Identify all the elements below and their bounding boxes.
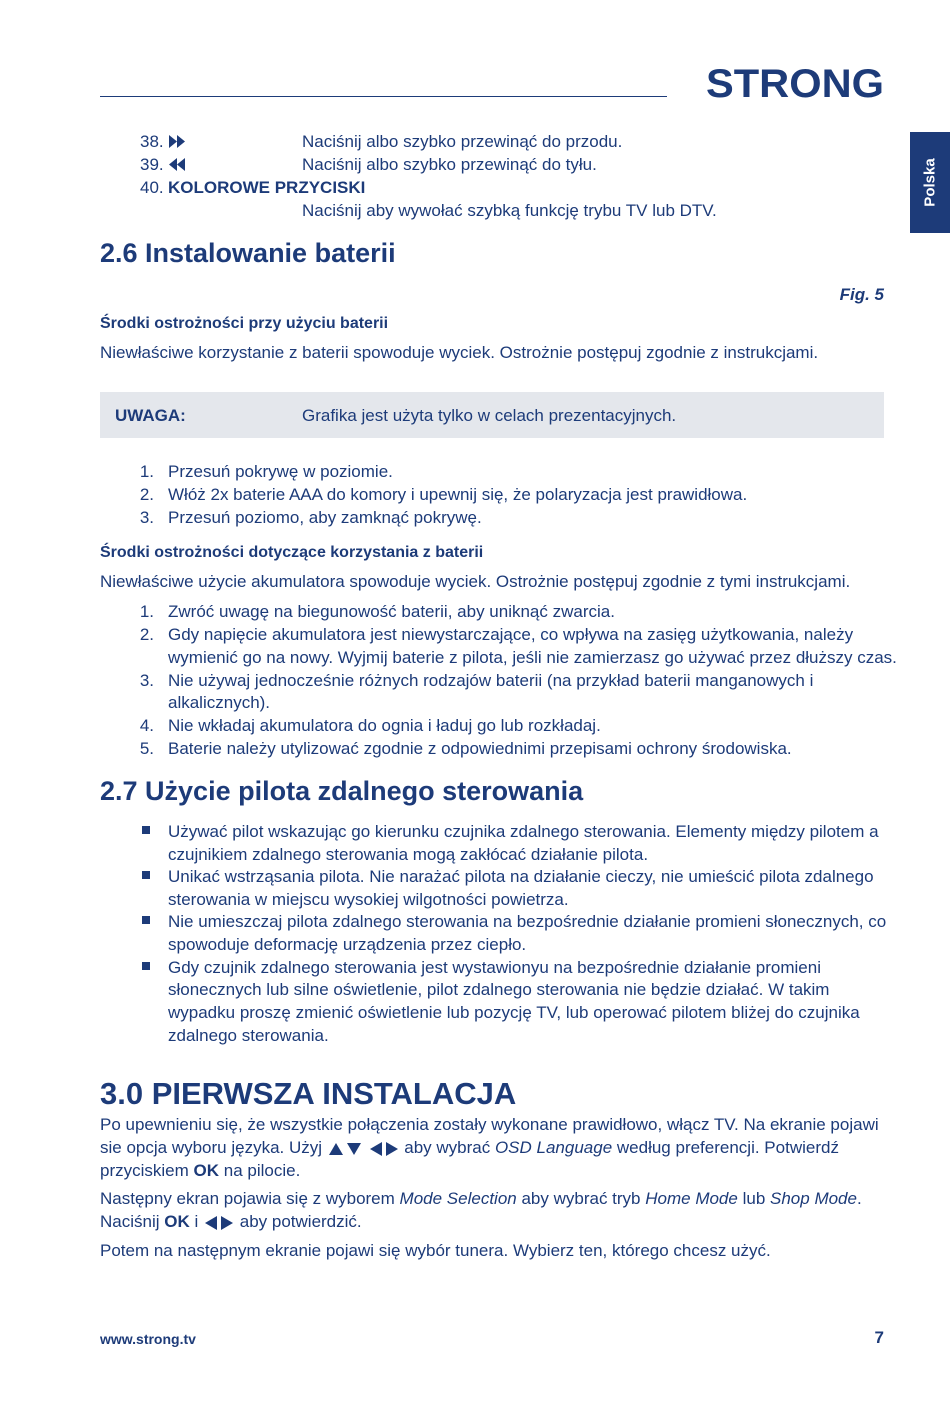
section-3-0-title: 3.0 PIERWSZA INSTALACJA — [100, 1076, 517, 1111]
rule-text: Zwróć uwagę na biegunowość baterii, aby uniknąć zwarcia. — [168, 602, 615, 621]
bullet-text: zdalnego sterowania. — [168, 1026, 329, 1045]
arrow-down-icon — [347, 1143, 361, 1155]
section-2-7-title: 2.7 Użycie pilota zdalnego sterowania — [100, 776, 584, 806]
install-paragraph-1-line-3 — [100, 1159, 300, 1182]
rule-number: 1. — [139, 602, 154, 621]
page-number: 7 — [874, 1328, 884, 1347]
note-label: UWAGA: — [115, 406, 186, 425]
rule-number: 2. — [139, 625, 154, 644]
arrow-left-icon — [370, 1142, 382, 1156]
caution1-text: Niewłaściwe korzystanie z baterii spowoduje wyciek. Ostrożnie postępuj zgodnie z instrukcjami. — [100, 343, 819, 362]
fast-forward-icon — [169, 135, 187, 148]
rule-text: Nie używaj jednocześnie różnych rodzajów baterii (na przykład baterii manganowych i — [168, 671, 814, 690]
arrow-up-icon — [329, 1143, 343, 1155]
rewind-icon — [169, 158, 187, 171]
key-item-38-number: 38. — [140, 132, 164, 151]
header-rule — [100, 96, 667, 97]
step-number: 3. — [139, 508, 154, 527]
text-span: według preferencji. Potwierdź — [616, 1138, 839, 1157]
text-span: sie opcja wyboru języka. Użyj — [100, 1138, 323, 1157]
figure-label: Fig. 5 — [839, 285, 884, 304]
rule-text: alkalicznych). — [168, 693, 271, 712]
caution1-title: Środki ostrożności przy użyciu baterii — [100, 315, 389, 332]
language-side-tab — [910, 132, 950, 233]
bullet-text: Unikać wstrząsania pilota. Nie narażać pilota na działanie cieczy, nie umieścić pilota zdalnego — [168, 867, 874, 886]
step-number: 2. — [139, 485, 154, 504]
bullet-text: sterowania w miejscu wysokiej wilgotności powietrza. — [168, 890, 569, 909]
bullet-text: Nie umieszczaj pilota zdalnego sterowania na bezpośrednie działanie promieni słonecznych, co — [168, 912, 887, 931]
text-span: . — [856, 1189, 862, 1208]
install-paragraph-1-line-1: Po upewnieniu się, że wszystkie połączenia zostały wykonane prawidłowo, włącz TV. Na ekranie pojawi — [100, 1115, 879, 1134]
text-span: na pilocie. — [223, 1161, 301, 1180]
text-span: przyciskiem — [100, 1161, 189, 1180]
home-mode-term: Home Mode — [645, 1189, 738, 1208]
rule-text: Gdy napięcie akumulatora jest niewystarczające, co wpływa na zasięg użytkowania, należy — [168, 625, 854, 644]
caution2-text: Niewłaściwe użycie akumulatora spowoduje wyciek. Ostrożnie postępuj zgodnie z tymi instrukcjami. — [100, 572, 851, 591]
arrow-right-icon — [221, 1216, 233, 1230]
bullet-text: słonecznych lub silne oświetlenie, pilot zdalnego sterowania nie będzie działać. W takim — [168, 980, 830, 999]
strong-logo — [706, 60, 886, 104]
install-paragraph-1-line-2 — [100, 1136, 839, 1159]
ok-key: OK — [193, 1161, 220, 1180]
key-item-38-desc: Naciśnij albo szybko przewinąć do przodu. — [302, 132, 623, 151]
text-span: i — [194, 1212, 199, 1231]
text-span: aby wybrać tryb — [521, 1189, 641, 1208]
bullet-square — [142, 916, 150, 924]
bullet-text: spowoduje deformację urządzenia przez ciepło. — [168, 935, 527, 954]
bullet-text: wypadku proszę zmienić oświetlenie lub pozycję TV, lub operować pilotem bliżej do czujnika — [168, 1003, 860, 1022]
rule-number: 4. — [139, 716, 154, 735]
note-text: Grafika jest użyta tylko w celach prezentacyjnych. — [302, 406, 677, 425]
key-item-39-number: 39. — [140, 155, 164, 174]
rule-text: Baterie należy utylizować zgodnie z odpowiednimi przepisami ochrony środowiska. — [168, 739, 792, 758]
rule-number: 5. — [139, 739, 154, 758]
key-item-40-number: 40. — [140, 178, 164, 197]
bullet-square — [142, 871, 150, 879]
rule-number: 3. — [139, 671, 154, 690]
side-tab-label: Polska — [921, 158, 939, 207]
arrow-left-icon — [205, 1216, 217, 1230]
section-2-6-title: 2.6 Instalowanie baterii — [100, 238, 396, 268]
step-text: Przesuń poziomo, aby zamknąć pokrywę. — [168, 508, 482, 527]
key-item-39-desc: Naciśnij albo szybko przewinąć do tyłu. — [302, 155, 597, 174]
text-span: aby wybrać — [404, 1138, 491, 1157]
step-text: Przesuń pokrywę w poziomie. — [168, 462, 393, 481]
step-number: 1. — [139, 462, 154, 481]
shop-mode-term: Shop Mode — [770, 1189, 857, 1208]
bullet-text: Używać pilot wskazując go kierunku czujnika zdalnego sterowania. Elementy między pilotem a — [168, 822, 879, 841]
bullet-text: czujnikiem zdalnego sterowania mogą zakłócać działanie pilota. — [168, 845, 649, 864]
bullet-square — [142, 826, 150, 834]
caution2-title: Środki ostrożności dotyczące korzystania z baterii — [100, 544, 484, 561]
text-span: Naciśnij — [100, 1212, 160, 1231]
install-paragraph-2-line-1 — [100, 1187, 862, 1210]
bullet-text: Gdy czujnik zdalnego sterowania jest wystawionyu na bezpośrednie działanie promieni — [168, 958, 821, 977]
key-item-40-desc: Naciśnij aby wywołać szybką funkcję trybu TV lub DTV. — [302, 201, 717, 220]
text-span: Następny ekran pojawia się z wyborem — [100, 1189, 395, 1208]
rule-text: wymienić go na nowy. Wyjmij baterie z pilota, jeśli nie zamierzasz go używać przez dłuższy czas. — [168, 648, 897, 667]
bullet-square — [142, 962, 150, 970]
text-span: aby potwierdzić. — [239, 1212, 362, 1231]
svg-text:STRONG: STRONG — [706, 62, 884, 104]
text-span: lub — [742, 1189, 766, 1208]
osd-language-term: OSD Language — [494, 1138, 613, 1157]
install-paragraph-2-line-2 — [100, 1210, 362, 1233]
footer-url: www.strong.tv — [100, 1331, 196, 1347]
ok-key: OK — [164, 1212, 190, 1231]
mode-selection-term: Mode Selection — [399, 1189, 517, 1208]
arrow-right-icon — [386, 1142, 398, 1156]
step-text: Włóż 2x baterie AAA do komory i upewnij się, że polaryzacja jest prawidłowa. — [168, 485, 748, 504]
key-item-40-key: KOLOROWE PRZYCISKI — [168, 178, 366, 197]
install-paragraph-3: Potem na następnym ekranie pojawi się wybór tunera. Wybierz ten, którego chcesz użyć. — [100, 1241, 771, 1260]
rule-text: Nie wkładaj akumulatora do ognia i ładuj go lub rozkładaj. — [168, 716, 601, 735]
